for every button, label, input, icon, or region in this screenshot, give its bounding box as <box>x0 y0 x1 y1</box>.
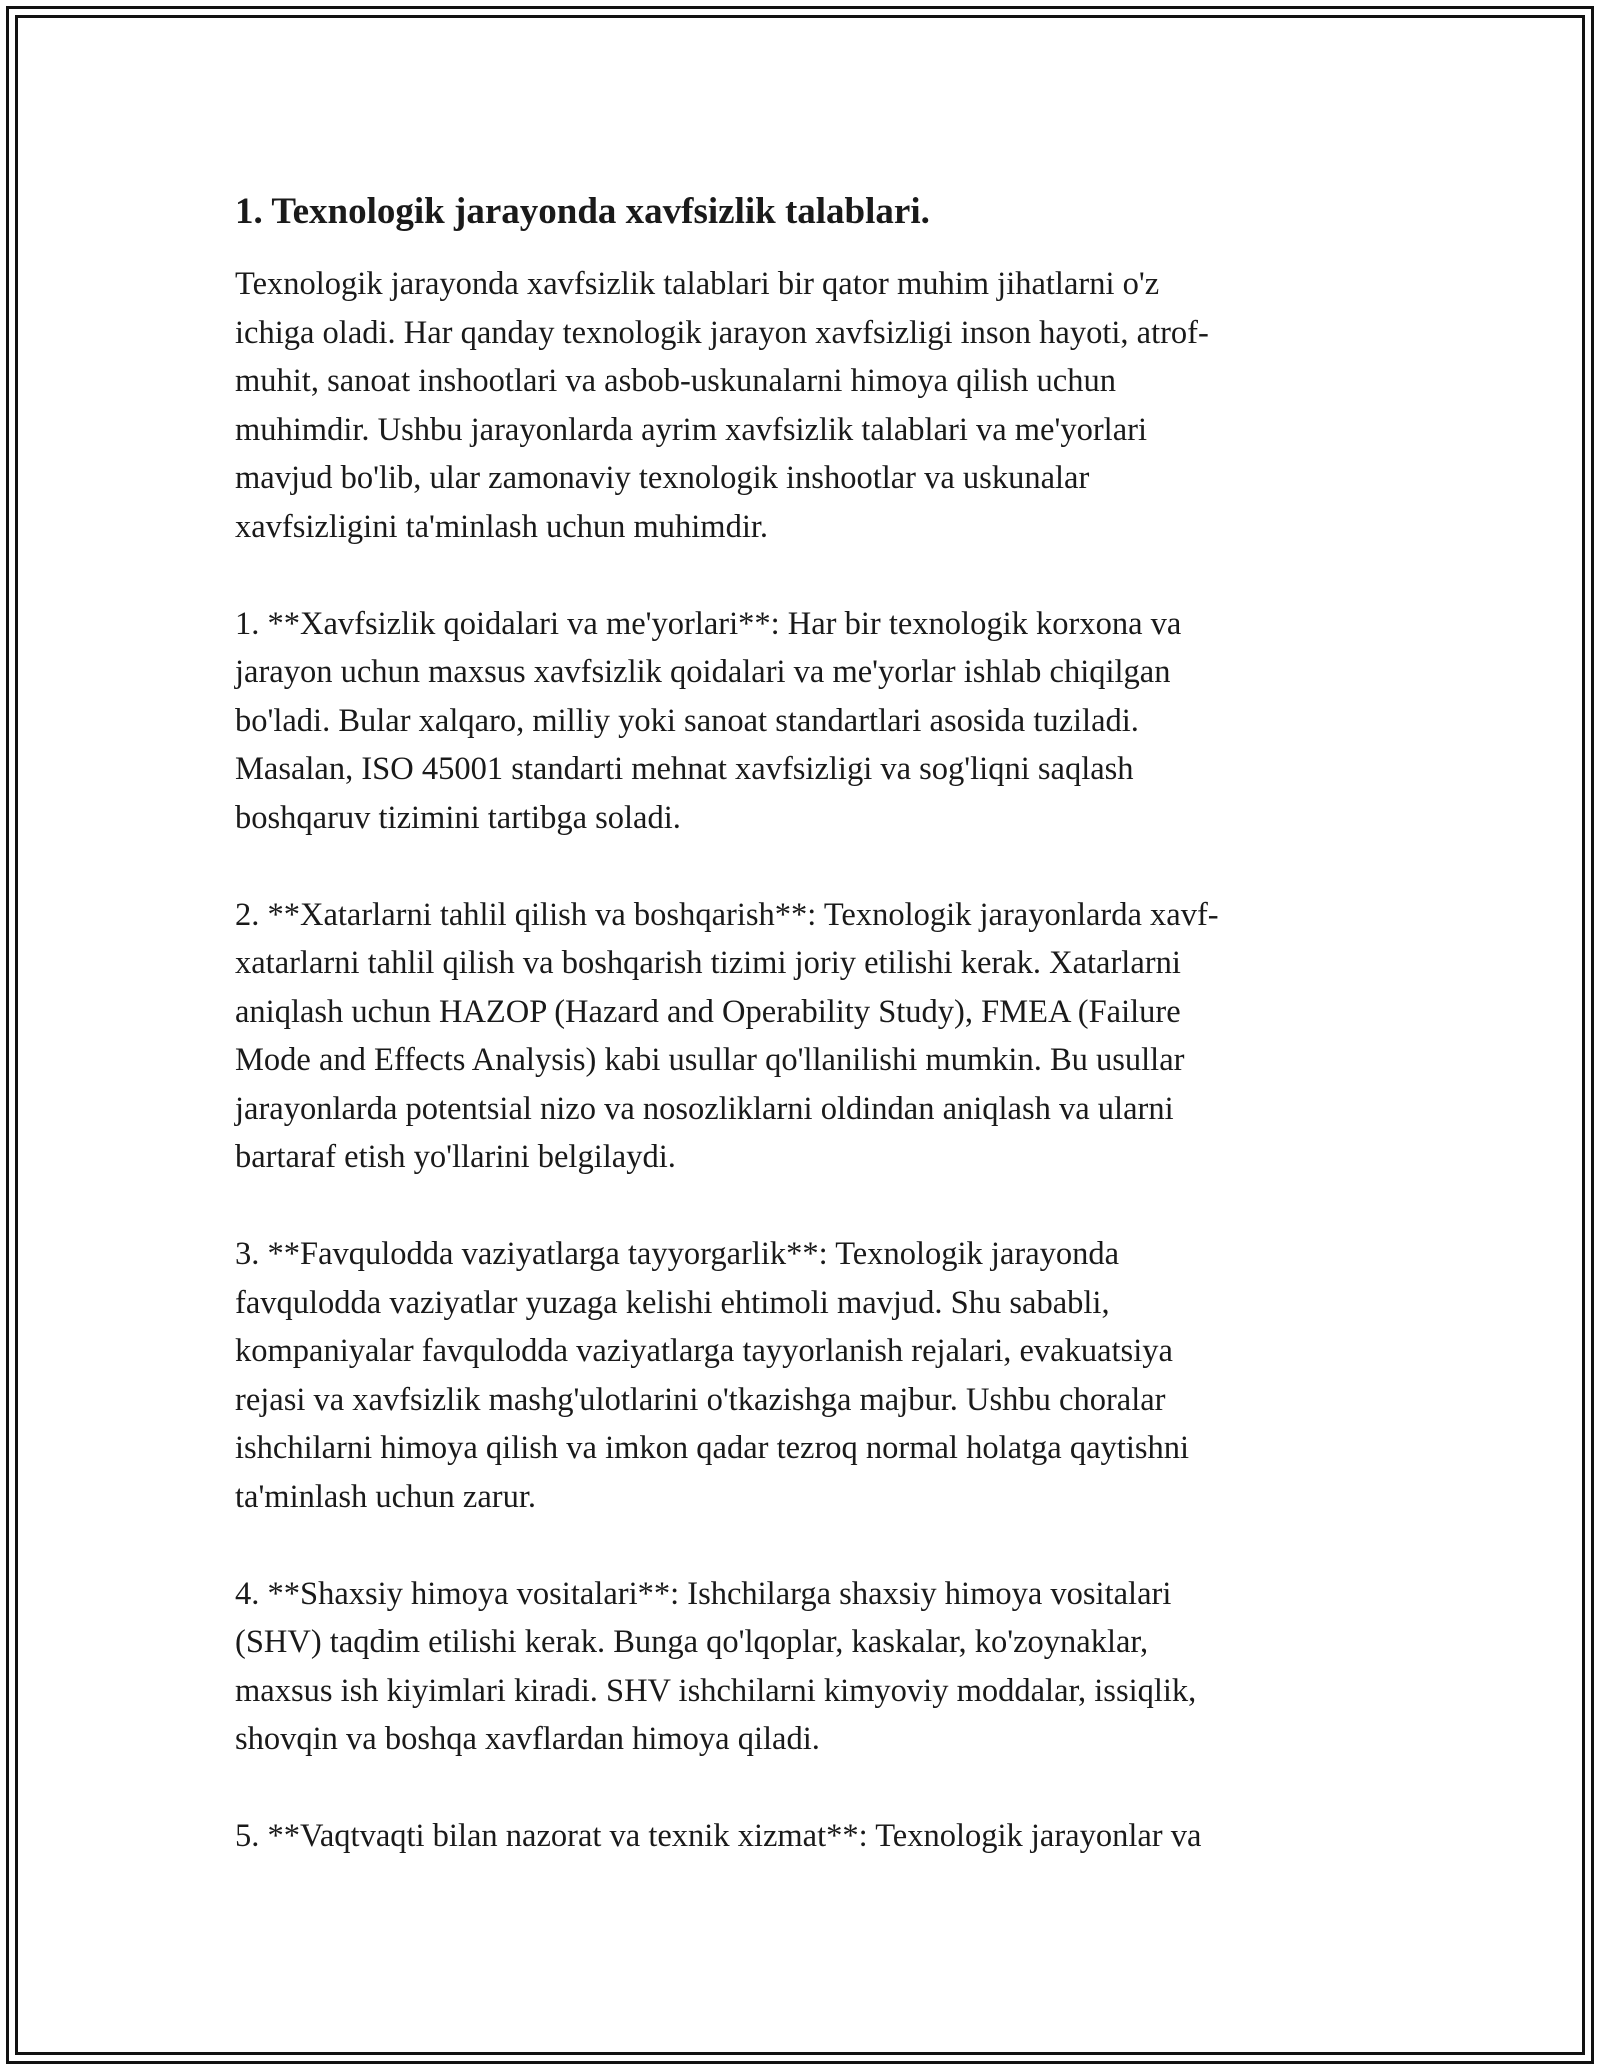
text-line: Masalan, ISO 45001 standarti mehnat xavfsizligi va sog'liqni saqlash <box>235 751 1134 787</box>
list-item-3-paragraph <box>235 1230 1355 1521</box>
text-line: kompaniyalar favqulodda vaziyatlarga tayyorlanish rejalari, evakuatsiya <box>235 1333 1173 1369</box>
text-line: jarayonlarda potentsial nizo va nosozliklarni oldindan aniqlash va ularni <box>235 1090 1174 1127</box>
text-line: 5. **Vaqtvaqti bilan nazorat va texnik xizmat**: Texnologik jarayonlar va <box>235 1818 1202 1854</box>
text-line: 4. **Shaxsiy himoya vositalari**: Ishchilarga shaxsiy himoya vositalari <box>235 1575 1172 1612</box>
intro-paragraph <box>235 260 1355 551</box>
text-line: bo'ladi. Bular xalqaro, milliy yoki sanoat standartlari asosida tuziladi. <box>235 702 1139 739</box>
text-line: shovqin va boshqa xavflardan himoya qiladi. <box>235 1721 820 1757</box>
text-line: ta'minlash uchun zarur. <box>235 1478 536 1515</box>
text-line: boshqaruv tizimini tartibga soladi. <box>235 799 681 836</box>
text-line: xavfsizligini ta'minlash uchun muhimdir. <box>235 508 769 545</box>
text-line: aniqlash uchun HAZOP (Hazard and Operability Study), FMEA (Failure <box>235 993 1181 1030</box>
list-item-1-paragraph <box>235 600 1355 843</box>
section-heading: 1. Texnologik jarayonda xavfsizlik talablari. <box>235 191 930 232</box>
text-line: 3. **Favqulodda vaziyatlarga tayyorgarlik**: Texnologik jarayonda <box>235 1236 1120 1272</box>
text-line: rejasi va xavfsizlik mashg'ulotlarini o'tkazishga majbur. Ushbu choralar <box>235 1381 1166 1418</box>
text-line: favqulodda vaziyatlar yuzaga kelishi ehtimoli mavjud. Shu sababli, <box>235 1284 1110 1321</box>
text-line: maxsus ish kiyimlari kiradi. SHV ishchilarni kimyoviy moddalar, issiqlik, <box>235 1672 1197 1709</box>
text-line: Mode and Effects Analysis) kabi usullar qo'llanilishi mumkin. Bu usullar <box>235 1042 1185 1078</box>
text-line: Texnologik jarayonda xavfsizlik talablari bir qator muhim jihatlarni o'z <box>235 266 1160 302</box>
text-line: muhimdir. Ushbu jarayonlarda ayrim xavfsizlik talablari va me'yorlari <box>235 411 1147 448</box>
text-line: mavjud bo'lib, ular zamonaviy texnologik inshootlar va uskunalar <box>235 460 1090 496</box>
text-line: ichiga oladi. Har qanday texnologik jarayon xavfsizligi inson hayoti, atrof- <box>235 314 1209 351</box>
text-line: (SHV) taqdim etilishi kerak. Bunga qo'lqoplar, kaskalar, ko'zoynaklar, <box>235 1624 1149 1660</box>
text-line: jarayon uchun maxsus xavfsizlik qoidalari va me'yorlar ishlab chiqilgan <box>235 654 1171 690</box>
text-line: bartaraf etish yo'llarini belgilaydi. <box>235 1139 676 1175</box>
document-body <box>235 188 1355 1909</box>
list-item-4-paragraph <box>235 1570 1355 1764</box>
text-line: 2. **Xatarlarni tahlil qilish va boshqarish**: Texnologik jarayonlarda xavf- <box>235 896 1219 933</box>
text-line: 1. **Xavfsizlik qoidalari va me'yorlari**: Har bir texnologik korxona va <box>235 605 1182 642</box>
list-item-2-paragraph <box>235 891 1355 1182</box>
list-item-5-paragraph <box>235 1812 1355 1861</box>
text-line: xatarlarni tahlil qilish va boshqarish tizimi joriy etilishi kerak. Xatarlarni <box>235 945 1181 981</box>
text-line: muhit, sanoat inshootlari va asbob-uskunalarni himoya qilish uchun <box>235 363 1116 399</box>
text-line: ishchilarni himoya qilish va imkon qadar tezroq normal holatga qaytishni <box>235 1430 1190 1466</box>
